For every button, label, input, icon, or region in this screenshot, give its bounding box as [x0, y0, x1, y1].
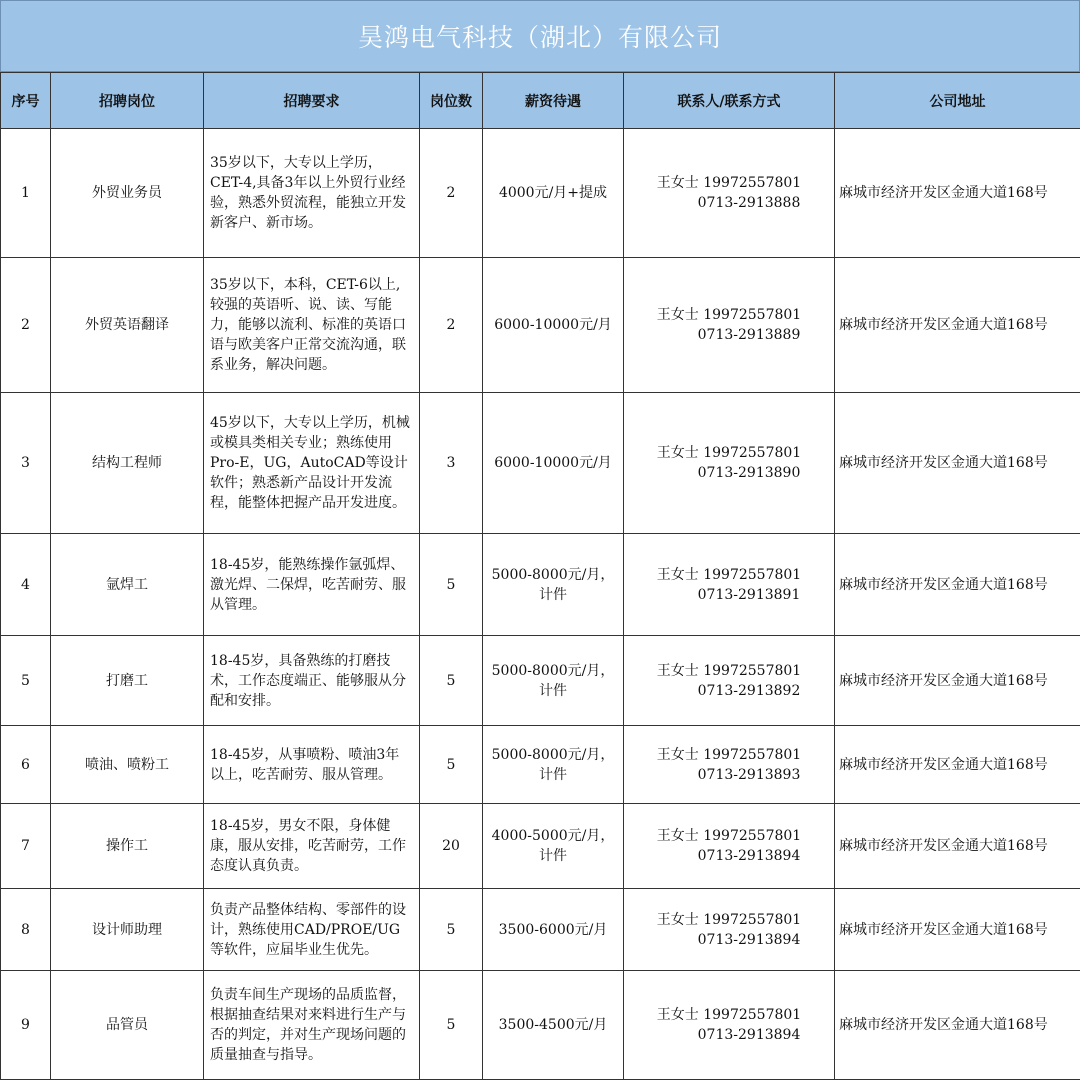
cell-salary: 4000-5000元/月，计件 [483, 804, 624, 889]
cell-position: 氩焊工 [51, 534, 204, 636]
cell-position: 打磨工 [51, 636, 204, 726]
cell-address: 麻城市经济开发区金通大道168号 [835, 258, 1080, 393]
contact-name-phone: 王女士 19972557801 [628, 661, 830, 681]
table-row [1, 258, 1080, 393]
cell-contact [624, 804, 835, 889]
contact-name-phone: 王女士 19972557801 [628, 443, 830, 463]
contact-name-phone: 王女士 19972557801 [628, 745, 830, 765]
cell-no: 5 [1, 636, 51, 726]
header-address: 公司地址 [835, 73, 1080, 129]
header-salary: 薪资待遇 [483, 73, 624, 129]
cell-no: 8 [1, 889, 51, 971]
contact-tel: 0713-2913890 [628, 463, 830, 483]
cell-count: 20 [420, 804, 483, 889]
cell-contact [624, 726, 835, 804]
company-title: 昊鸿电气科技（湖北）有限公司 [0, 0, 1080, 72]
table-header-row [1, 73, 1080, 129]
cell-count: 5 [420, 971, 483, 1080]
contact-name-phone: 王女士 19972557801 [628, 1005, 830, 1025]
cell-count: 3 [420, 393, 483, 534]
cell-requirements: 35岁以下，本科，CET-6以上,较强的英语听、说、读、写能力，能够以流利、标准的英语口语与欧美客户正常交流沟通，联系业务，解决问题。 [204, 258, 420, 393]
cell-count: 5 [420, 889, 483, 971]
cell-salary: 3500-4500元/月 [483, 971, 624, 1080]
contact-tel: 0713-2913893 [628, 765, 830, 785]
contact-tel: 0713-2913894 [628, 930, 830, 950]
contact-name-phone: 王女士 19972557801 [628, 910, 830, 930]
cell-count: 5 [420, 726, 483, 804]
cell-address: 麻城市经济开发区金通大道168号 [835, 971, 1080, 1080]
cell-salary: 5000-8000元/月，计件 [483, 636, 624, 726]
cell-requirements: 18-45岁，具备熟练的打磨技术，工作态度端正、能够服从分配和安排。 [204, 636, 420, 726]
cell-requirements: 45岁以下，大专以上学历，机械或模具类相关专业；熟练使用Pro-E，UG，AutoCAD等设计软件；熟悉新产品设计开发流程，能整体把握产品开发进度。 [204, 393, 420, 534]
cell-requirements: 35岁以下，大专以上学历，CET-4,具备3年以上外贸行业经验，熟悉外贸流程，能独立开发新客户、新市场。 [204, 129, 420, 258]
cell-contact [624, 636, 835, 726]
cell-no: 2 [1, 258, 51, 393]
recruitment-table [0, 72, 1080, 1080]
cell-contact [624, 971, 835, 1080]
cell-position: 结构工程师 [51, 393, 204, 534]
cell-address: 麻城市经济开发区金通大道168号 [835, 804, 1080, 889]
cell-contact [624, 258, 835, 393]
cell-address: 麻城市经济开发区金通大道168号 [835, 889, 1080, 971]
cell-no: 3 [1, 393, 51, 534]
table-row [1, 393, 1080, 534]
cell-salary: 6000-10000元/月 [483, 258, 624, 393]
cell-salary: 5000-8000元/月，计件 [483, 534, 624, 636]
header-no: 序号 [1, 73, 51, 129]
cell-contact [624, 129, 835, 258]
cell-contact [624, 393, 835, 534]
contact-name-phone: 王女士 19972557801 [628, 305, 830, 325]
cell-no: 7 [1, 804, 51, 889]
contact-tel: 0713-2913894 [628, 1025, 830, 1045]
contact-tel: 0713-2913889 [628, 325, 830, 345]
cell-salary: 5000-8000元/月，计件 [483, 726, 624, 804]
cell-address: 麻城市经济开发区金通大道168号 [835, 726, 1080, 804]
table-row [1, 889, 1080, 971]
contact-name-phone: 王女士 19972557801 [628, 826, 830, 846]
cell-contact [624, 534, 835, 636]
cell-position: 操作工 [51, 804, 204, 889]
contact-name-phone: 王女士 19972557801 [628, 565, 830, 585]
cell-count: 5 [420, 534, 483, 636]
header-position: 招聘岗位 [51, 73, 204, 129]
contact-tel: 0713-2913892 [628, 681, 830, 701]
contact-tel: 0713-2913891 [628, 585, 830, 605]
cell-count: 2 [420, 129, 483, 258]
cell-position: 外贸英语翻译 [51, 258, 204, 393]
cell-address: 麻城市经济开发区金通大道168号 [835, 534, 1080, 636]
table-row [1, 971, 1080, 1080]
cell-no: 9 [1, 971, 51, 1080]
cell-address: 麻城市经济开发区金通大道168号 [835, 393, 1080, 534]
cell-salary: 6000-10000元/月 [483, 393, 624, 534]
table-row [1, 804, 1080, 889]
cell-salary: 4000元/月+提成 [483, 129, 624, 258]
cell-position: 外贸业务员 [51, 129, 204, 258]
cell-no: 6 [1, 726, 51, 804]
contact-tel: 0713-2913888 [628, 193, 830, 213]
contact-name-phone: 王女士 19972557801 [628, 173, 830, 193]
cell-salary: 3500-6000元/月 [483, 889, 624, 971]
cell-requirements: 18-45岁，能熟练操作氩弧焊、激光焊、二保焊，吃苦耐劳、服从管理。 [204, 534, 420, 636]
cell-no: 4 [1, 534, 51, 636]
cell-count: 2 [420, 258, 483, 393]
header-contact: 联系人/联系方式 [624, 73, 835, 129]
cell-requirements: 负责产品整体结构、零部件的设计，熟练使用CAD/PROE/UG等软件，应届毕业生优先。 [204, 889, 420, 971]
table-row [1, 636, 1080, 726]
header-requirements: 招聘要求 [204, 73, 420, 129]
cell-position: 喷油、喷粉工 [51, 726, 204, 804]
table-row [1, 129, 1080, 258]
table-row [1, 726, 1080, 804]
cell-address: 麻城市经济开发区金通大道168号 [835, 636, 1080, 726]
table-row [1, 534, 1080, 636]
cell-position: 设计师助理 [51, 889, 204, 971]
cell-position: 品管员 [51, 971, 204, 1080]
cell-requirements: 负责车间生产现场的品质监督，根据抽查结果对来料进行生产与否的判定，并对生产现场问题的质量抽查与指导。 [204, 971, 420, 1080]
contact-tel: 0713-2913894 [628, 846, 830, 866]
header-count: 岗位数 [420, 73, 483, 129]
cell-no: 1 [1, 129, 51, 258]
cell-count: 5 [420, 636, 483, 726]
cell-address: 麻城市经济开发区金通大道168号 [835, 129, 1080, 258]
cell-contact [624, 889, 835, 971]
cell-requirements: 18-45岁，男女不限，身体健康，服从安排，吃苦耐劳，工作态度认真负责。 [204, 804, 420, 889]
cell-requirements: 18-45岁，从事喷粉、喷油3年以上，吃苦耐劳、服从管理。 [204, 726, 420, 804]
